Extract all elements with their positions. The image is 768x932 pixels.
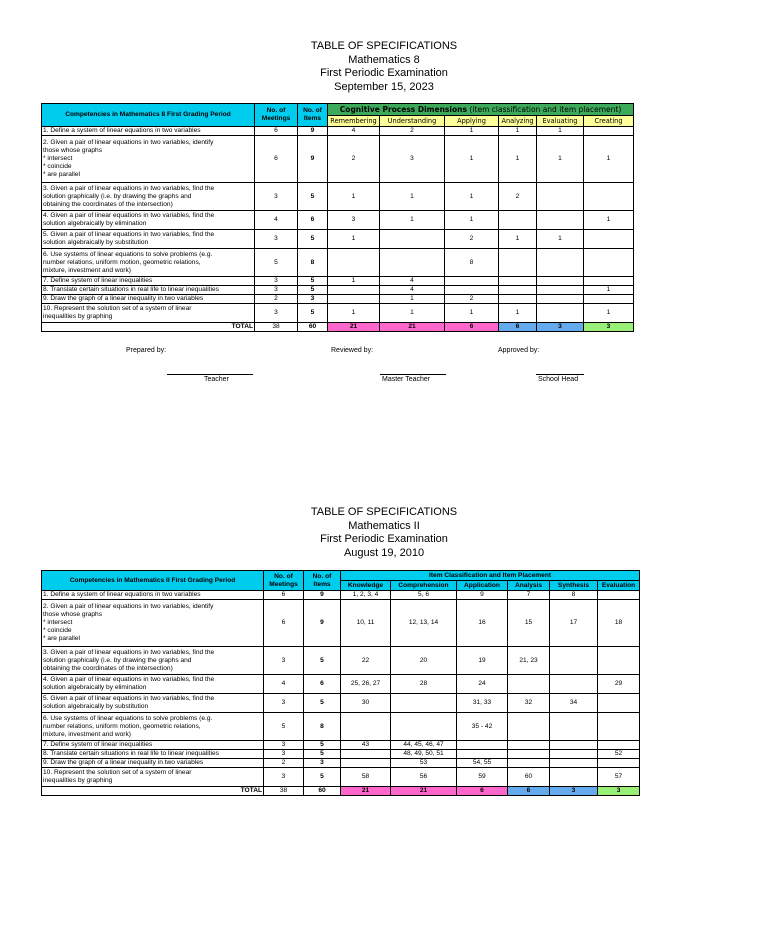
meetings-cell: 2: [264, 759, 304, 768]
meetings-cell: 5: [255, 249, 298, 277]
items-cell: 5: [304, 741, 341, 750]
table-row: [42, 183, 634, 211]
total-level-cell: 21: [328, 323, 380, 332]
total-level-cell: 6: [499, 323, 537, 332]
prepared-by-label: Prepared by:: [126, 347, 167, 354]
placement-cell: 1: [445, 211, 499, 230]
section2-title: TABLE OF SPECIFICATIONS: [310, 506, 458, 518]
level-header: Analyzing: [499, 116, 537, 127]
placement-cell: 1: [584, 286, 634, 295]
placement-cell: 1: [380, 183, 445, 211]
placement-cell: [550, 759, 598, 768]
items-cell: 9: [304, 591, 341, 600]
items-cell: 5: [304, 647, 341, 675]
placement-cell: [550, 675, 598, 694]
placement-cell: 30: [341, 694, 391, 713]
placement-cell: 35 - 42: [457, 713, 508, 741]
placement-cell: 2: [499, 183, 537, 211]
total-level-cell: 21: [391, 787, 457, 796]
placement-cell: [508, 750, 550, 759]
placement-cell: [457, 750, 508, 759]
placement-cell: [391, 694, 457, 713]
placement-cell: 7: [508, 591, 550, 600]
placement-cell: 4: [380, 277, 445, 286]
placement-cell: 5, 6: [391, 591, 457, 600]
placement-cell: 2: [380, 127, 445, 136]
items-cell: 5: [304, 694, 341, 713]
placement-cell: [341, 713, 391, 741]
meetings-cell: 3: [264, 647, 304, 675]
placement-cell: 1: [499, 304, 537, 323]
total-meetings: 38: [264, 787, 304, 796]
placement-cell: 1: [584, 211, 634, 230]
placement-cell: [598, 694, 640, 713]
placement-cell: [584, 127, 634, 136]
section1-date: September 15, 2023: [334, 80, 434, 93]
meetings-cell: 3: [255, 183, 298, 211]
school-head-signature-line: [536, 374, 584, 375]
competency-cell: 10. Represent the solution set of a system of linear inequalities by graphing: [42, 304, 255, 323]
teacher-label: Teacher: [204, 376, 229, 383]
table-row: [42, 249, 634, 277]
placement-cell: [598, 741, 640, 750]
level-header: Remembering: [328, 116, 380, 127]
placement-cell: 1: [537, 136, 584, 183]
placement-cell: [550, 741, 598, 750]
meetings-cell: 3: [255, 286, 298, 295]
level-header: Analysis: [508, 581, 550, 591]
total-level-cell: 21: [380, 323, 445, 332]
meetings-cell: 3: [264, 750, 304, 759]
total-level-cell: 3: [537, 323, 584, 332]
competency-cell: 6. Use systems of linear equations to solve problems (e.g. number relations, uniform motion, geometric relations, mixture, investment and work): [42, 713, 264, 741]
placement-cell: [550, 768, 598, 787]
placement-cell: [508, 675, 550, 694]
placement-cell: [584, 295, 634, 304]
section2-subject: Mathematics II: [348, 519, 420, 532]
section2-title-block: [0, 506, 768, 560]
placement-cell: [508, 713, 550, 741]
placement-cell: 1: [328, 230, 380, 249]
placement-cell: 1: [499, 230, 537, 249]
placement-cell: [499, 277, 537, 286]
table-row: [42, 768, 640, 787]
items-cell: 6: [304, 675, 341, 694]
table-row: [42, 741, 640, 750]
placement-cell: 2: [328, 136, 380, 183]
placement-cell: [537, 295, 584, 304]
items-cell: 5: [298, 277, 328, 286]
competencies-header: Competencies in Mathematics 8 First Grading Period: [42, 104, 255, 127]
section1-subject: Mathematics 8: [348, 53, 420, 66]
placement-cell: [598, 591, 640, 600]
placement-cell: 4: [328, 127, 380, 136]
items-cell: 8: [298, 249, 328, 277]
total-level-cell: 3: [598, 787, 640, 796]
placement-cell: 28: [391, 675, 457, 694]
table-row: [42, 713, 640, 741]
competency-cell: 7. Define system of linear inequalities: [42, 277, 255, 286]
placement-cell: 2: [445, 295, 499, 304]
section1-title: TABLE OF SPECIFICATIONS: [310, 40, 458, 52]
competency-cell: 2. Given a pair of linear equations in two variables, identify those whose graphs * intersect * coincide * are parallel: [42, 600, 264, 647]
total-level-cell: 6: [445, 323, 499, 332]
table-row: [42, 759, 640, 768]
level-header: Knowledge: [341, 581, 391, 591]
table-row: [42, 136, 634, 183]
placement-cell: 53: [391, 759, 457, 768]
level-header: Understanding: [380, 116, 445, 127]
cognitive-dimensions-subtitle: (item classification and item placement): [469, 104, 622, 114]
placement-cell: 1: [537, 127, 584, 136]
competency-cell: 3. Given a pair of linear equations in two variables, find the solution graphically (i.e. by drawing the graphs and obtaining the coordinates of the intersection): [42, 647, 264, 675]
placement-cell: 1: [328, 277, 380, 286]
meetings-cell: 6: [255, 136, 298, 183]
placement-cell: 1: [445, 136, 499, 183]
placement-cell: 1: [380, 304, 445, 323]
cognitive-dimensions-header: [328, 104, 634, 116]
meetings-cell: 2: [255, 295, 298, 304]
meetings-cell: 4: [255, 211, 298, 230]
section1-title-block: [0, 40, 768, 94]
placement-cell: [457, 741, 508, 750]
table-row: [42, 127, 634, 136]
placement-cell: [537, 304, 584, 323]
total-items: 60: [304, 787, 341, 796]
approved-by-label: Approved by:: [498, 347, 540, 354]
table-row: [42, 304, 634, 323]
placement-cell: 1: [499, 136, 537, 183]
items-cell: 5: [304, 750, 341, 759]
items-cell: 8: [304, 713, 341, 741]
placement-cell: 32: [508, 694, 550, 713]
placement-cell: [584, 249, 634, 277]
competency-cell: 1. Define a system of linear equations in two variables: [42, 591, 264, 600]
placement-cell: 54, 55: [457, 759, 508, 768]
section2-exam: First Periodic Examination: [320, 533, 448, 545]
placement-cell: [380, 249, 445, 277]
placement-cell: 59: [457, 768, 508, 787]
placement-cell: 8: [445, 249, 499, 277]
section1-spec-table: [41, 103, 634, 332]
items-cell: 9: [298, 136, 328, 183]
items-cell: 9: [298, 127, 328, 136]
competency-cell: 4. Given a pair of linear equations in two variables, find the solution algebraically by elimination: [42, 211, 255, 230]
placement-cell: 15: [508, 600, 550, 647]
placement-cell: 29: [598, 675, 640, 694]
placement-cell: 18: [598, 600, 640, 647]
items-cell: 3: [298, 295, 328, 304]
competency-cell: 2. Given a pair of linear equations in two variables, identify those whose graphs * intersect * coincide * are parallel: [42, 136, 255, 183]
meetings-cell: 3: [264, 741, 304, 750]
total-meetings: 38: [255, 323, 298, 332]
table-row: [42, 295, 634, 304]
level-header: Application: [457, 581, 508, 591]
placement-cell: 1: [537, 230, 584, 249]
placement-cell: 48, 49, 50, 51: [391, 750, 457, 759]
placement-cell: 3: [380, 136, 445, 183]
competency-cell: 7. Define system of linear inequalities: [42, 741, 264, 750]
table-row: [42, 675, 640, 694]
placement-cell: 43: [341, 741, 391, 750]
placement-cell: [499, 286, 537, 295]
meetings-cell: 3: [264, 768, 304, 787]
placement-cell: 60: [508, 768, 550, 787]
placement-cell: 12, 13, 14: [391, 600, 457, 647]
placement-cell: [341, 759, 391, 768]
placement-cell: 57: [598, 768, 640, 787]
placement-cell: 1: [499, 127, 537, 136]
placement-cell: 2: [445, 230, 499, 249]
section1-exam: First Periodic Examination: [320, 67, 448, 79]
master-teacher-label: Master Teacher: [382, 376, 431, 383]
placement-cell: [550, 750, 598, 759]
competency-cell: 4. Given a pair of linear equations in two variables, find the solution algebraically by elimination: [42, 675, 264, 694]
placement-cell: 1: [328, 183, 380, 211]
placement-cell: [584, 183, 634, 211]
level-header: Creating: [584, 116, 634, 127]
total-label: TOTAL: [42, 787, 264, 796]
cognitive-dimensions-title: Cognitive Process Dimensions: [339, 104, 467, 114]
meetings-cell: 3: [255, 230, 298, 249]
placement-cell: [584, 277, 634, 286]
placement-cell: [598, 713, 640, 741]
master-teacher-signature-line: [380, 374, 446, 375]
placement-cell: [550, 713, 598, 741]
placement-cell: [537, 249, 584, 277]
placement-cell: [499, 211, 537, 230]
placement-cell: 1: [584, 136, 634, 183]
placement-cell: 22: [341, 647, 391, 675]
placement-cell: [499, 295, 537, 304]
item-classification-header: Item Classification and Item Placement: [341, 571, 640, 581]
meetings-header: No. of Meetings: [264, 571, 304, 591]
placement-cell: 34: [550, 694, 598, 713]
competency-cell: 3. Given a pair of linear equations in two variables, find the solution graphically (i.e. by drawing the graphs and obtaining the coordinates of the intersection): [42, 183, 255, 211]
placement-cell: 44, 45, 46, 47: [391, 741, 457, 750]
total-row: [42, 787, 640, 796]
competency-cell: 9. Draw the graph of a linear inequality in two variables: [42, 295, 255, 304]
meetings-cell: 5: [264, 713, 304, 741]
competency-cell: 6. Use systems of linear equations to solve problems (e.g. number relations, uniform motion, geometric relations, mixture, investment and work): [42, 249, 255, 277]
school-head-label: School Head: [538, 376, 579, 383]
competency-cell: 10. Represent the solution set of a system of linear inequalities by graphing: [42, 768, 264, 787]
reviewed-by-label: Reviewed by:: [331, 347, 374, 354]
competency-cell: 8. Translate certain situations in real life to linear inequalities: [42, 750, 264, 759]
placement-cell: [499, 249, 537, 277]
meetings-header: No. of Meetings: [255, 104, 298, 127]
placement-cell: 25, 26, 27: [341, 675, 391, 694]
level-header: Applying: [445, 116, 499, 127]
placement-cell: 4: [380, 286, 445, 295]
meetings-cell: 4: [264, 675, 304, 694]
level-header: Evaluating: [537, 116, 584, 127]
competency-cell: 9. Draw the graph of a linear inequality in two variables: [42, 759, 264, 768]
level-header: Evaluation: [598, 581, 640, 591]
meetings-cell: 3: [255, 304, 298, 323]
table-row: [42, 230, 634, 249]
placement-cell: [584, 230, 634, 249]
items-cell: 5: [298, 230, 328, 249]
placement-cell: 52: [598, 750, 640, 759]
meetings-cell: 6: [264, 591, 304, 600]
items-cell: 5: [304, 768, 341, 787]
total-level-cell: 6: [457, 787, 508, 796]
table-row: [42, 277, 634, 286]
placement-cell: 1, 2, 3, 4: [341, 591, 391, 600]
placement-cell: [598, 647, 640, 675]
placement-cell: [508, 741, 550, 750]
level-header: Synthesis: [550, 581, 598, 591]
placement-cell: [328, 249, 380, 277]
placement-cell: 1: [445, 183, 499, 211]
placement-cell: 56: [391, 768, 457, 787]
placement-cell: 20: [391, 647, 457, 675]
table-row: [42, 591, 640, 600]
placement-cell: [445, 286, 499, 295]
placement-cell: [380, 230, 445, 249]
items-header: No. of Items: [298, 104, 328, 127]
placement-cell: 1: [584, 304, 634, 323]
competencies-header: Competencies in Mathematics II First Grading Period: [42, 571, 264, 591]
meetings-cell: 3: [255, 277, 298, 286]
table-row: [42, 694, 640, 713]
table-row: [42, 211, 634, 230]
section2-date: August 19, 2010: [343, 546, 425, 559]
table-row: [42, 600, 640, 647]
placement-cell: 24: [457, 675, 508, 694]
placement-cell: [537, 183, 584, 211]
placement-cell: [508, 759, 550, 768]
placement-cell: [328, 295, 380, 304]
placement-cell: [391, 713, 457, 741]
competency-cell: 5. Given a pair of linear equations in two variables, find the solution algebraically by substitution: [42, 230, 255, 249]
placement-cell: [445, 277, 499, 286]
total-label: TOTAL: [42, 323, 255, 332]
meetings-cell: 6: [264, 600, 304, 647]
competency-cell: 5. Given a pair of linear equations in two variables, find the solution algebraically by substitution: [42, 694, 264, 713]
competency-cell: 1. Define a system of linear equations in two variables: [42, 127, 255, 136]
total-level-cell: 3: [550, 787, 598, 796]
placement-cell: [598, 759, 640, 768]
table-row: [42, 286, 634, 295]
total-level-cell: 3: [584, 323, 634, 332]
items-cell: 9: [304, 600, 341, 647]
total-items: 60: [298, 323, 328, 332]
placement-cell: [537, 277, 584, 286]
section2-spec-table: [41, 570, 640, 796]
items-cell: 3: [304, 759, 341, 768]
table-row: [42, 750, 640, 759]
placement-cell: [537, 211, 584, 230]
placement-cell: 10, 11: [341, 600, 391, 647]
meetings-cell: 3: [264, 694, 304, 713]
placement-cell: [537, 286, 584, 295]
placement-cell: 3: [328, 211, 380, 230]
placement-cell: 17: [550, 600, 598, 647]
items-cell: 5: [298, 183, 328, 211]
items-header: No. of Items: [304, 571, 341, 591]
meetings-cell: 6: [255, 127, 298, 136]
placement-cell: 1: [380, 211, 445, 230]
placement-cell: 16: [457, 600, 508, 647]
placement-cell: 1: [445, 304, 499, 323]
items-cell: 6: [298, 211, 328, 230]
total-level-cell: 21: [341, 787, 391, 796]
placement-cell: 58: [341, 768, 391, 787]
total-row: [42, 323, 634, 332]
placement-cell: 9: [457, 591, 508, 600]
total-level-cell: 6: [508, 787, 550, 796]
placement-cell: [341, 750, 391, 759]
items-cell: 5: [298, 304, 328, 323]
competency-cell: 8. Translate certain situations in real life to linear inequalities: [42, 286, 255, 295]
teacher-signature-line: [167, 374, 253, 375]
placement-cell: 1: [380, 295, 445, 304]
placement-cell: 19: [457, 647, 508, 675]
placement-cell: 1: [445, 127, 499, 136]
placement-cell: [328, 286, 380, 295]
placement-cell: 21, 23: [508, 647, 550, 675]
items-cell: 5: [298, 286, 328, 295]
placement-cell: [550, 647, 598, 675]
placement-cell: 31, 33: [457, 694, 508, 713]
table-row: [42, 647, 640, 675]
placement-cell: 8: [550, 591, 598, 600]
level-header: Comprehension: [391, 581, 457, 591]
placement-cell: 1: [328, 304, 380, 323]
